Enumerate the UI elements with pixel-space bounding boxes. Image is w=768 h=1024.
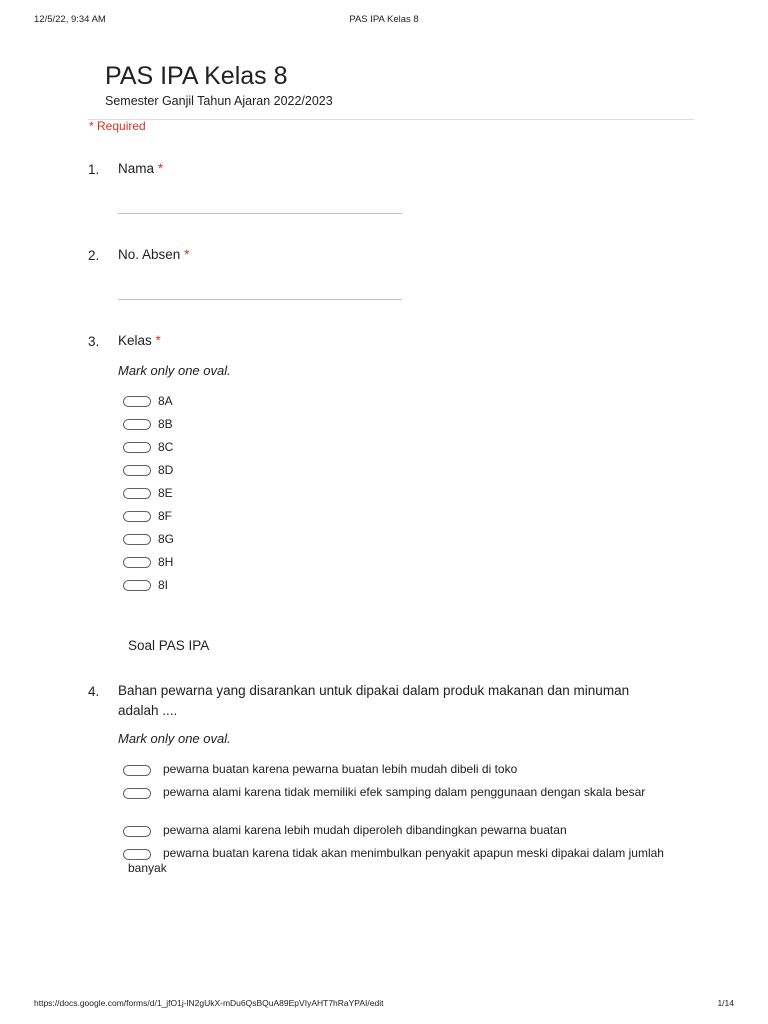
- option-label: 8H: [158, 555, 174, 569]
- radio-oval[interactable]: [123, 419, 151, 430]
- question-2-number: 2.: [88, 248, 100, 263]
- answer-option[interactable]: [123, 847, 683, 876]
- option-label: 8D: [158, 463, 174, 477]
- required-asterisk: *: [157, 161, 164, 176]
- page-url: https://docs.google.com/forms/d/1_jfO1j-lN2gUkX-mDu6QsBQuA89EpVIyAHT7hRaYPAI/edit: [34, 998, 384, 1008]
- radio-oval[interactable]: [123, 849, 151, 860]
- radio-oval[interactable]: [123, 580, 151, 591]
- radio-oval[interactable]: [123, 488, 151, 499]
- question-2-label: No. Absen: [118, 247, 181, 262]
- option-label: 8I: [158, 578, 169, 592]
- print-header: [34, 14, 734, 28]
- nama-input[interactable]: [118, 213, 402, 214]
- question-4-hint: Mark only one oval.: [118, 731, 231, 746]
- option-label: 8C: [158, 440, 174, 454]
- answer-option[interactable]: [123, 786, 683, 800]
- option-label: 8E: [158, 486, 173, 500]
- print-footer: [34, 998, 734, 1012]
- page-number: 1/14: [717, 998, 734, 1008]
- option-label: 8F: [158, 509, 173, 523]
- required-asterisk: *: [155, 333, 161, 348]
- question-4-number: 4.: [88, 684, 100, 699]
- option-label: pewarna buatan karena tidak akan menimbulkan penyakit apapun meski dipakai dalam jumlah banyak: [128, 846, 664, 875]
- option-label: pewarna alami karena tidak memiliki efek samping dalam penggunaan dengan skala besar: [163, 785, 646, 799]
- question-4-title: Bahan pewarna yang disarankan untuk dipakai dalam produk makanan dan minuman adalah ....: [118, 683, 630, 718]
- title-divider: [88, 119, 694, 120]
- required-asterisk: *: [184, 247, 190, 262]
- question-1-label: Nama: [118, 161, 155, 176]
- option-label: 8A: [158, 394, 173, 408]
- radio-oval[interactable]: [123, 465, 151, 476]
- question-1-number: 1.: [88, 162, 100, 177]
- question-1-title: [118, 159, 163, 179]
- question-2-title: [118, 245, 189, 265]
- radio-oval[interactable]: [123, 826, 151, 837]
- radio-oval[interactable]: [123, 765, 151, 776]
- answer-option[interactable]: [123, 763, 683, 777]
- question-3-label: Kelas: [118, 333, 152, 348]
- required-note: * Required: [89, 119, 146, 133]
- option-label: 8G: [158, 532, 175, 546]
- radio-oval[interactable]: [123, 534, 151, 545]
- no-absen-input[interactable]: [118, 299, 402, 300]
- option-label: pewarna buatan karena pewarna buatan lebih mudah dibeli di toko: [163, 762, 518, 776]
- question-3-number: 3.: [88, 334, 100, 349]
- print-date: 12/5/22, 9:34 AM: [34, 14, 106, 25]
- answer-option[interactable]: [123, 824, 683, 838]
- radio-oval[interactable]: [123, 557, 151, 568]
- form-description: Semester Ganjil Tahun Ajaran 2022/2023: [105, 94, 333, 108]
- radio-oval[interactable]: [123, 396, 151, 407]
- section-title: Soal PAS IPA: [128, 638, 210, 653]
- question-3-title: [118, 331, 161, 351]
- form-title: PAS IPA Kelas 8: [105, 62, 288, 90]
- print-title: PAS IPA Kelas 8: [349, 14, 419, 25]
- option-label: pewarna alami karena lebih mudah diperoleh dibandingkan pewarna buatan: [163, 823, 567, 837]
- question-3-hint: Mark only one oval.: [118, 363, 231, 378]
- radio-oval[interactable]: [123, 511, 151, 522]
- radio-oval[interactable]: [123, 442, 151, 453]
- radio-oval[interactable]: [123, 788, 151, 799]
- option-label: 8B: [158, 417, 173, 431]
